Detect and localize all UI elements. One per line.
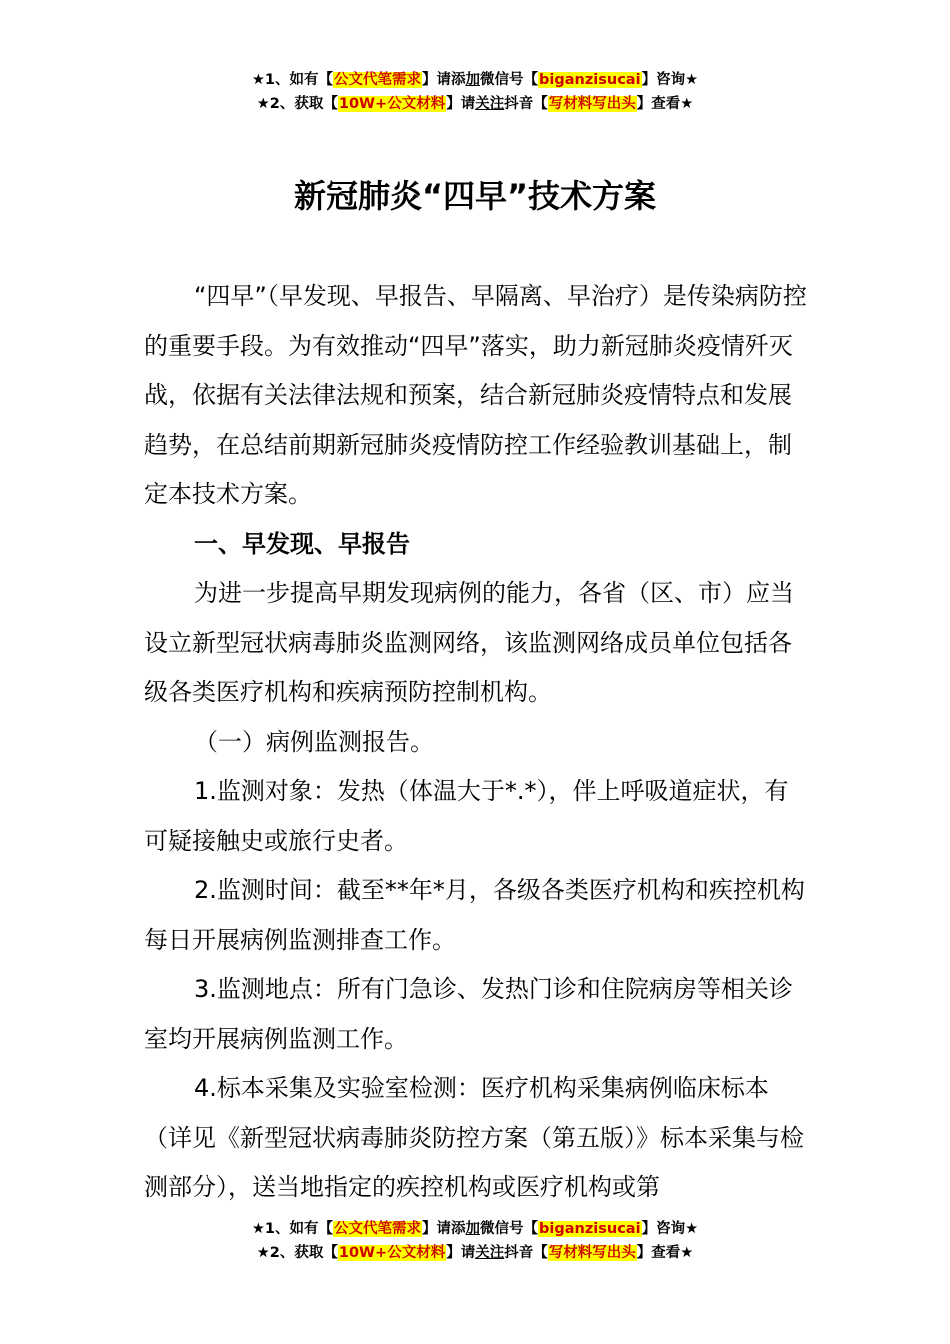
section-heading: 一、早发现、早报告 bbox=[194, 529, 410, 558]
promo-line-2: ★2、获取【10W+公文材料】请关注抖音【写材料写出头】查看★ bbox=[256, 96, 694, 112]
highlight-text: 公文代笔需求 bbox=[334, 1221, 422, 1237]
intro-paragraph: “四早”（早发现、早报告、早隔离、早治疗）是传染病防控的重要手段。为有效推动“四早”落实，助力新冠肺炎疫情歼灭战，依据有关法律法规和预案，结合新冠肺炎疫情特点和发展趋势，在总结前期新冠肺炎疫情防控工作经验教训基础上，制定本技术方案。 bbox=[144, 282, 807, 508]
promo-line-1: ★1、如有【公文代笔需求】请添加微信号【biganzisucai】咨询★ bbox=[251, 72, 699, 88]
document-body bbox=[144, 272, 812, 1213]
section-paragraph: 为进一步提高早期发现病例的能力，各省（区、市）应当设立新型冠状病毒肺炎监测网络，该监测网络成员单位包括各级各类医疗机构和疾病预防控制机构。 bbox=[144, 579, 794, 706]
highlight-text: biganzisucai bbox=[539, 72, 641, 88]
highlight-text: 10W+公文材料 bbox=[338, 96, 446, 112]
promo-banner-top bbox=[0, 68, 950, 116]
promo-line-1: ★1、如有【公文代笔需求】请添加微信号【biganzisucai】咨询★ bbox=[251, 1221, 699, 1237]
document-title: 新冠肺炎“四早”技术方案 bbox=[293, 177, 657, 215]
promo-line-2: ★2、获取【10W+公文材料】请关注抖音【写材料写出头】查看★ bbox=[256, 1245, 694, 1261]
highlight-text: biganzisucai bbox=[539, 1221, 641, 1237]
list-item: 4.标本采集及实验室检测：医疗机构采集病例临床标本（详见《新型冠状病毒肺炎防控方案（第五版）》标本采集与检测部分），送当地指定的疾控机构或医疗机构或第 bbox=[144, 1074, 804, 1201]
highlight-text: 10W+公文材料 bbox=[338, 1245, 446, 1261]
list-item: 3.监测地点：所有门急诊、发热门诊和住院病房等相关诊室均开展病例监测工作。 bbox=[144, 975, 793, 1053]
list-item: 2.监测时间：截至**年*月，各级各类医疗机构和疾控机构每日开展病例监测排查工作。 bbox=[144, 876, 805, 954]
highlight-text: 写材料写出头 bbox=[548, 1245, 636, 1261]
subsection-heading: （一）病例监测报告。 bbox=[194, 727, 434, 756]
list-item: 1.监测对象：发热（体温大于*.*），伴上呼吸道症状，有可疑接触史或旅行史者。 bbox=[144, 777, 789, 855]
highlight-text: 公文代笔需求 bbox=[334, 72, 422, 88]
highlight-text: 写材料写出头 bbox=[548, 96, 636, 112]
promo-banner-bottom bbox=[0, 1217, 950, 1265]
